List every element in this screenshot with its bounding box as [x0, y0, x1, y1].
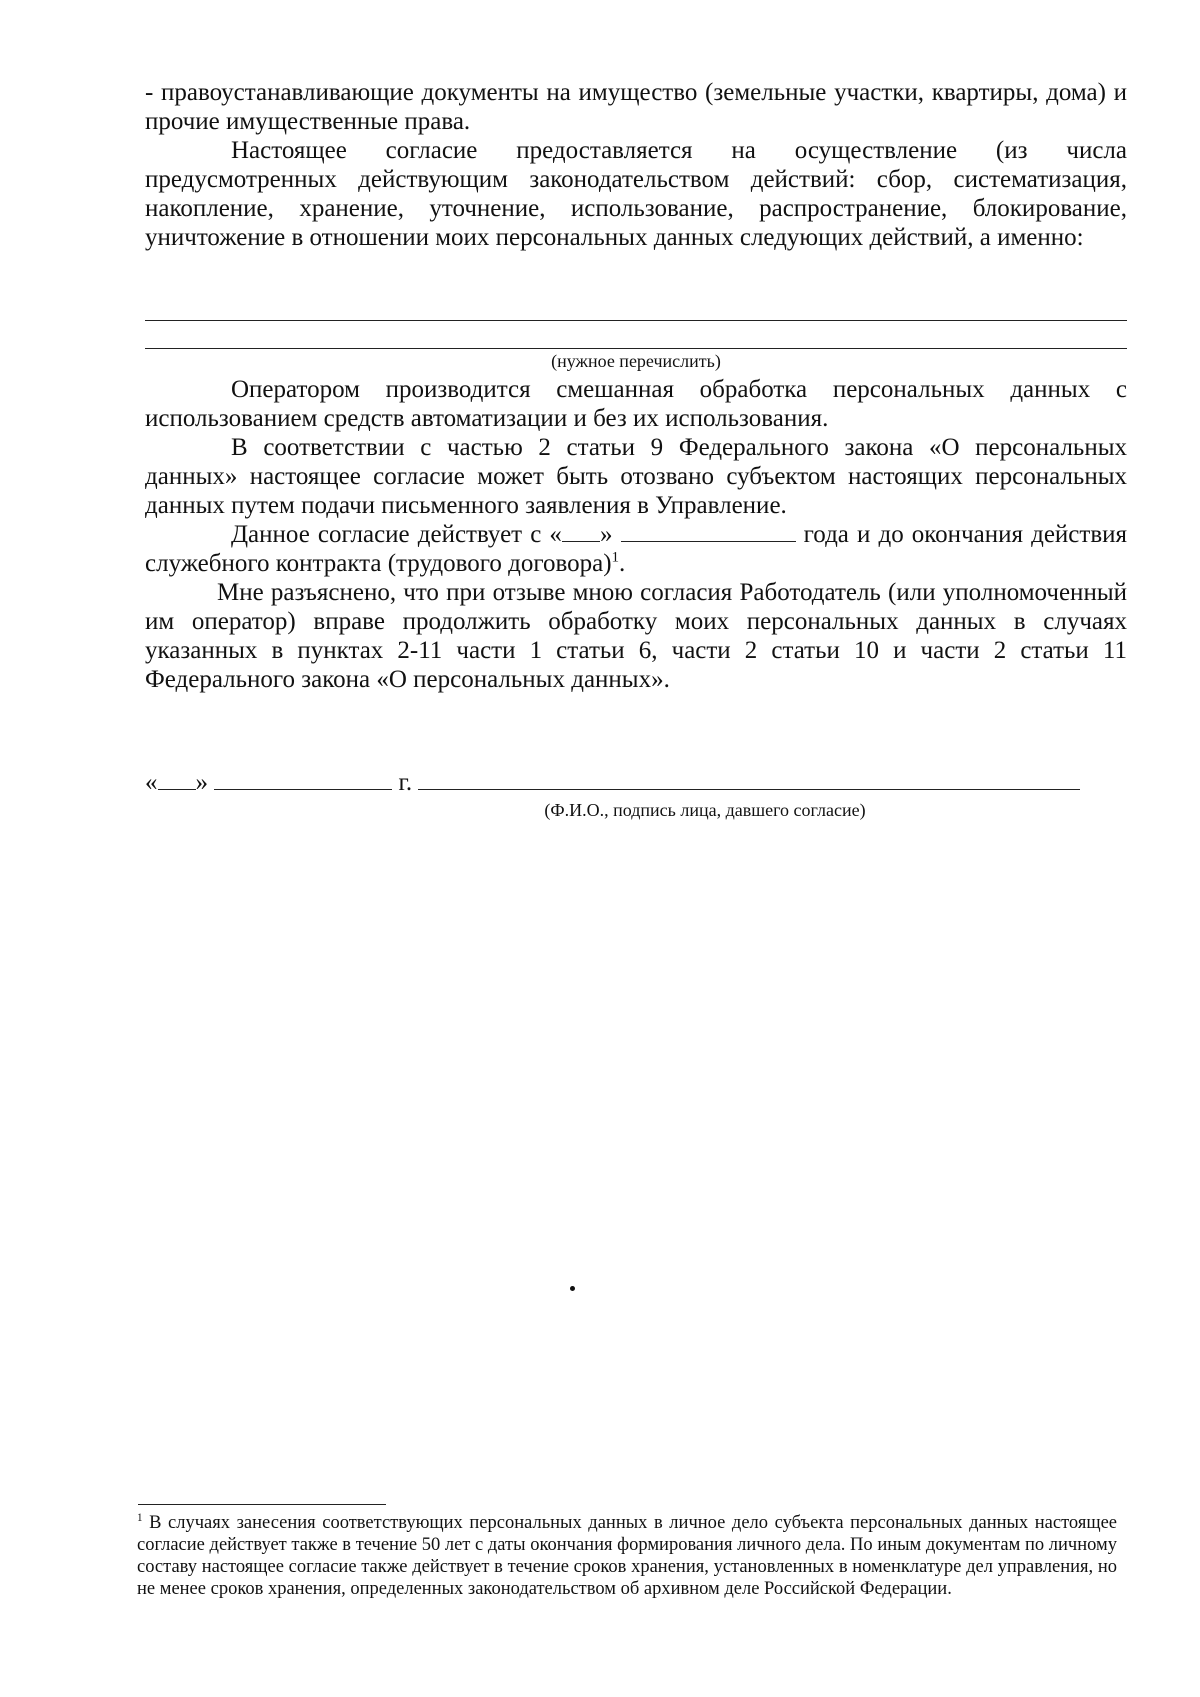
footnote-text: В случаях занесения соответствующих персональных данных в личное дело субъекта персональных данных настоящее согласие действует также в течение 50 лет с даты окончания формирования личного дела. По иным документам по личному составу настоящее согласие также действует в течение сроков хранения, установленных в номенклатуре дел управления, но не менее сроков хранения, определенных законодательством об архивном деле Российской Федерации.	[137, 1513, 1118, 1599]
sig-month-year-blank[interactable]	[214, 769, 392, 790]
paragraph-validity	[145, 520, 1127, 578]
footnote-mark: 1	[137, 1511, 143, 1524]
sig-close-quote: »	[195, 769, 208, 796]
signature-row	[145, 768, 1080, 798]
sig-day-blank[interactable]	[158, 769, 196, 790]
validity-period: .	[619, 550, 626, 577]
paragraph-operator: Оператором производится смешанная обработка персональных данных с использованием средств автоматизации и без их использования.	[145, 376, 1127, 432]
main-text-block	[145, 78, 1127, 252]
paragraph-revoke: В соответствии с частью 2 статьи 9 Федерального закона «О персональных данных» настоящее согласие может быть отозвано субъектом настоящих персональных данных путем подачи письменного заявления в Управление.	[145, 434, 1127, 519]
validity-text-start: Данное согласие действует с «	[231, 521, 562, 548]
footnote-ref: 1	[611, 549, 620, 566]
paragraph-consent-actions: Настоящее согласие предоставляется на осуществление (из числа предусмотренных действующим законодательством действий: сбор, систематизация, накопление, хранение, уточнение, использование, распространение, блокирование, уничтожение в отношении моих персональных данных следующих действий, а именно:	[145, 137, 1127, 251]
footnote	[137, 1512, 1117, 1600]
sig-open-quote: «	[145, 769, 158, 796]
caption-signature: (Ф.И.О., подпись лица, давшего согласие)	[544, 800, 866, 820]
footnote-separator	[138, 1504, 386, 1505]
fill-in-line-2[interactable]	[145, 348, 1127, 349]
paragraph-explained: Мне разъяснено, что при отзыве мною согласия Работодатель (или уполномоченный им оператор) вправе продолжить обработку моих персональных данных в случаях указанных в пунктах 2-11 части 1 статьи 6, части 2 статьи 10 и части 2 статьи 11 Федерального закона «О персональных данных».	[145, 579, 1127, 693]
validity-close-quote: »	[599, 521, 613, 548]
validity-month-blank[interactable]	[621, 521, 796, 542]
fill-in-line-1[interactable]	[145, 320, 1127, 321]
validity-day-blank[interactable]	[562, 521, 600, 542]
caption-list-required: (нужное перечислить)	[551, 351, 721, 371]
validity-text-end: года и до окончания действия служебного контракта (трудового договора)	[145, 521, 1127, 577]
sig-year-suffix: г.	[398, 769, 413, 796]
sig-name-signature-blank[interactable]	[418, 769, 1080, 790]
main-text-block-2	[145, 375, 1127, 694]
paragraph-property-documents: - правоустанавливающие документы на имущество (земельные участки, квартиры, дома) и прочие имущественные права.	[145, 79, 1127, 135]
stray-dot-mark	[570, 1286, 575, 1291]
